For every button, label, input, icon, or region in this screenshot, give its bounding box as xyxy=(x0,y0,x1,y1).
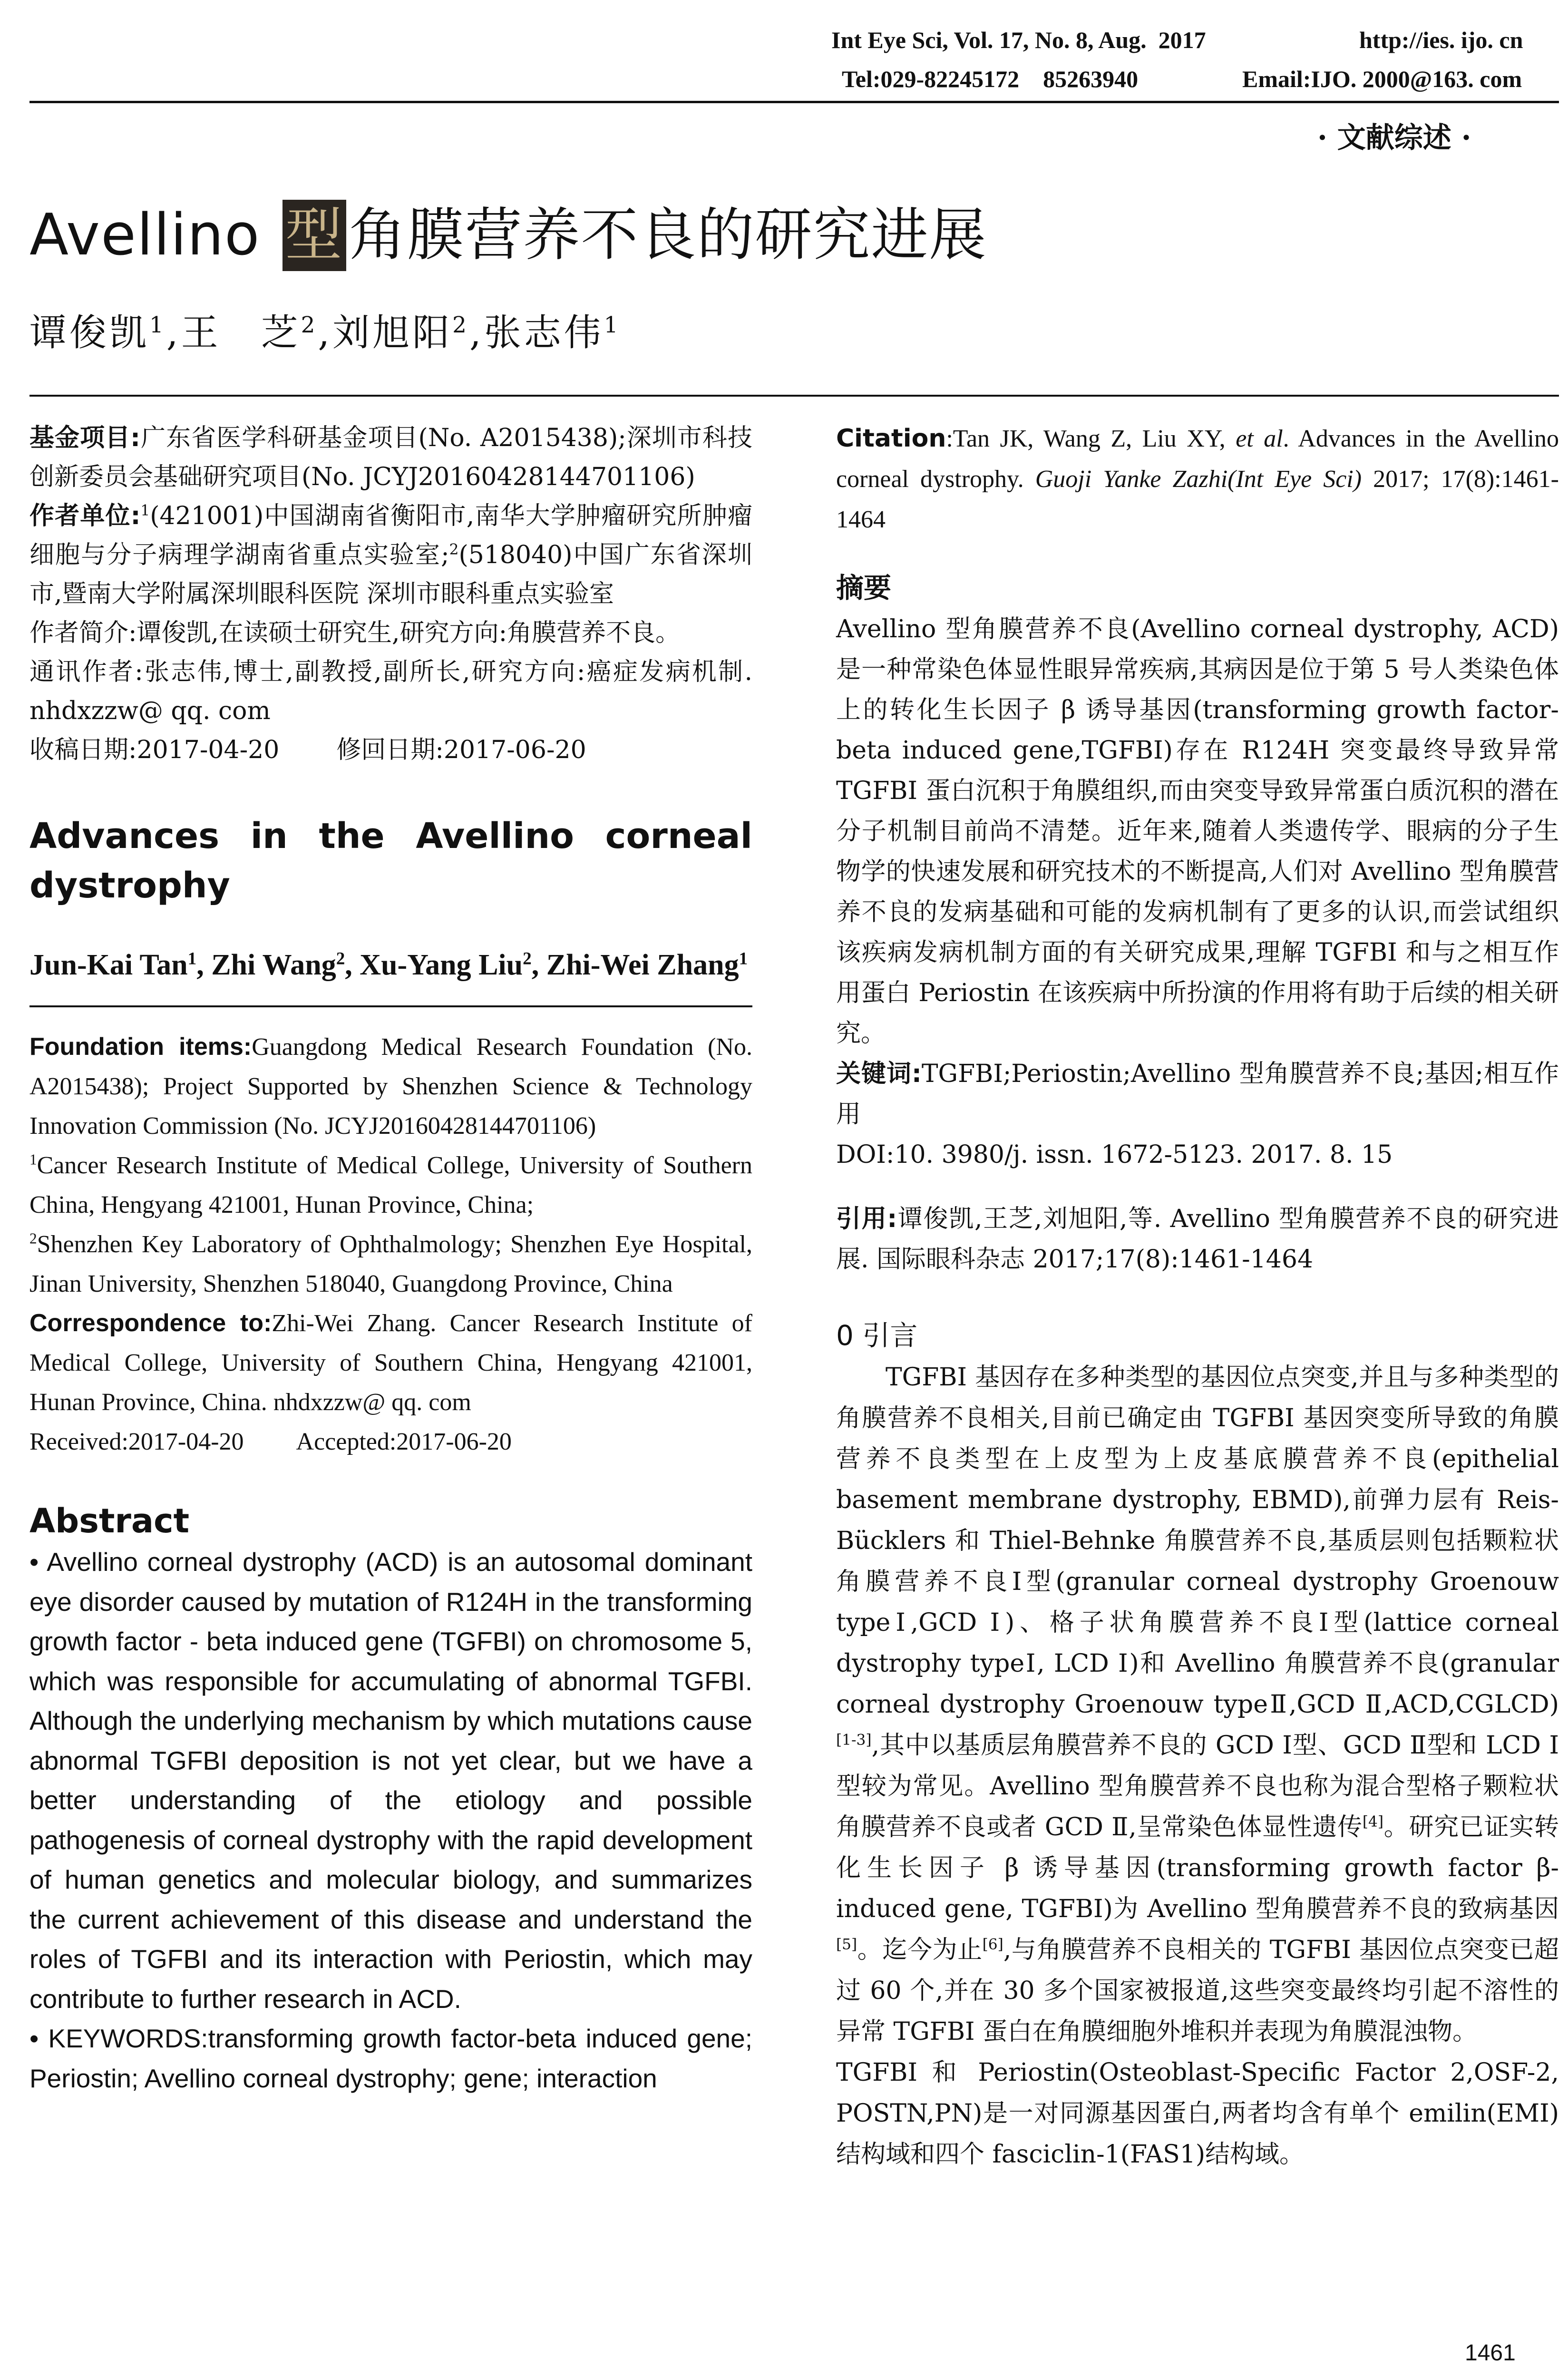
reference-marker: [5] xyxy=(836,1936,857,1953)
unit-info xyxy=(29,497,752,614)
author-sup: 1 xyxy=(187,949,197,969)
author-name: , Xu-Yang Liu xyxy=(345,949,523,981)
aff-text: Shenzhen Key Laboratory of Ophthalmology; Shenzhen Eye Hospital, Jinan University, Shenzhen 518040, Guangdong Province, China xyxy=(29,1231,752,1297)
author-sup: 2 xyxy=(452,312,469,338)
author-name: ,张志伟 xyxy=(469,312,604,354)
author-intro xyxy=(29,614,752,653)
cn-abstract-heading: 摘要 xyxy=(836,572,892,604)
author-name: , Zhi Wang xyxy=(196,949,336,981)
title-rule xyxy=(29,395,1559,397)
unit-text: (421001)中国湖南省衡阳市,南华大学肿瘤研究所肿瘤细胞与分子病理学湖南省重点实验室; xyxy=(29,502,752,569)
cn-citation-label: 引用: xyxy=(836,1205,897,1233)
fund-text: 广东省医学科研基金项目(No. A2015438);深圳市科技创新委员会基础研究项目(No. JCYJ20160428144701106) xyxy=(29,424,753,491)
author-name: ,王 芝 xyxy=(166,312,301,354)
title-prefix: Avellino xyxy=(29,202,280,268)
english-keywords: • KEYWORDS:transforming growth factor-beta induced gene; Periostin; Avellino corneal dystrophy; gene; interaction xyxy=(29,2024,752,2093)
english-metadata xyxy=(29,1027,752,1461)
keywords-label: 关键词: xyxy=(836,1060,922,1088)
affiliation-1 xyxy=(29,1146,752,1225)
reference-marker: [6] xyxy=(982,1936,1003,1953)
intro-body xyxy=(836,1357,1559,2175)
header-rule xyxy=(29,101,1559,103)
cn-citation xyxy=(836,1199,1559,1280)
intro-text: ,与角膜营养不良相关的 TGFBI 基因位点突变已超过 60 个,并在 30 多个国家被报道,这些突变最终均引起不溶性的异常 TGFBI 蛋白在角膜细胞外堆积并表现为角膜混浊物。 xyxy=(836,1936,1559,2046)
journal-tel: Tel:029-82245172 85263940 xyxy=(842,66,1139,92)
affiliation-2 xyxy=(29,1225,752,1304)
unit-sup: 1 xyxy=(140,502,150,519)
author-name: ,刘旭阳 xyxy=(318,312,453,354)
corresponding-author xyxy=(29,653,752,731)
intro-text: 。迄今为止 xyxy=(857,1936,983,1964)
english-authors xyxy=(29,944,752,986)
right-column xyxy=(836,419,1559,2175)
citation-label: Citation xyxy=(836,424,946,453)
page-number: 1461 xyxy=(1465,2340,1516,2366)
received-date: 收稿日期:2017-04-20 xyxy=(29,736,280,764)
cn-metadata xyxy=(29,419,752,770)
author-sup: 1 xyxy=(149,312,166,338)
cn-keywords xyxy=(836,1054,1559,1135)
intro-paragraph xyxy=(836,1357,1559,2052)
fund-info xyxy=(29,419,752,497)
correspondence-text: Zhi-Wei Zhang. Cancer Research Institute of Medical College, University of Southern China, Hengyang 421001, Hunan Province, China. nhdxzzw@ qq. com xyxy=(29,1310,752,1416)
citation-journal: Guoji Yanke Zazhi(Int Eye Sci) xyxy=(1035,466,1362,493)
author-sup: 2 xyxy=(301,312,318,338)
title-rest: 角膜营养不良的研究进展 xyxy=(349,202,987,268)
author-sup: 1 xyxy=(739,949,748,969)
aff-sup: 1 xyxy=(29,1151,37,1168)
journal-email: Email:IJO. 2000@163. com xyxy=(1242,66,1522,92)
journal-website: http://ies. ijo. cn xyxy=(1359,27,1523,53)
aff-text: Cancer Research Institute of Medical College, University of Southern China, Hengyang 421001, Hunan Province, China; xyxy=(29,1152,752,1218)
dates xyxy=(29,731,752,770)
cn-citation-text: 谭俊凯,王芝,刘旭阳,等. Avellino 型角膜营养不良的研究进展. 国际眼科杂志 2017;17(8):1461-1464 xyxy=(836,1205,1559,1274)
journal-volume-line: Int Eye Sci, Vol. 17, No. 8, Aug. 2017 xyxy=(831,27,1206,53)
abstract-text: • Avellino corneal dystrophy (ACD) is an autosomal dominant eye disorder caused by mutation of R124H in the transforming growth factor - beta induced gene (TGFBI) on chromosome 5, which was responsible for accumulating of abnormal TGFBI. Although the underlying mechanism by which mutations cause abnormal TGFBI deposition is not yet clear, but we have a better understanding of the etiology and possible pathogenesis of corneal dystrophy with the rapid development of human genetics and molecular biology, and summarizes the current achievement of this disease and understand the roles of TGFBI and its interaction with Periostin, which may contribute to further research in ACD. xyxy=(29,1547,752,2014)
intro-paragraph: TGFBI 和 Periostin(Osteoblast-Specific Factor 2,OSF-2, POSTN,PN)是一对同源基因蛋白,两者均含有单个 emilin(EMI)结构域和四个 fasciclin-1(FAS1)结构域。 xyxy=(836,2058,1559,2169)
author-name: Jun-Kai Tan xyxy=(29,949,188,981)
intro-text: ,其中以基质层角膜营养不良的 GCD Ⅰ型、GCD Ⅱ型和 LCD Ⅰ型较为常见。Avellino 型角膜营养不良也称为混合型格子颗粒状角膜营养不良或者 GCD Ⅱ,呈常染色体显性遗传 xyxy=(836,1731,1559,1841)
author-name: 谭俊凯 xyxy=(29,312,150,354)
doi: DOI:10. 3980/j. issn. 1672-5123. 2017. 8. 15 xyxy=(836,1140,1393,1169)
citation-etal: et al xyxy=(1236,425,1283,452)
reference-marker: [1-3] xyxy=(836,1731,872,1749)
correspondence-label: Correspondence to: xyxy=(29,1309,272,1337)
cn-abstract-text: Avellino 型角膜营养不良(Avellino corneal dystrophy, ACD)是一种常染色体显性眼异常疾病,其病因是位于第 5 号人类染色体上的转化生长因子 β 诱导基因(transforming growth factor-beta induced gene,TGFBI)存在 R124H 突变最终导致异常 TGFBI 蛋白沉积于角膜组织,而由突变导致异常蛋白质沉积的潜在分子机制目前尚不清楚。近年来,随着人类遗传学、眼病的分子生物学的快速发展和研究技术的不断提高,人们对 Avellino 型角膜营养不良的发病基础和可能的发病机制有了更多的认识,而尝试组织该疾病发病机制方面的有关研究成果,理解 TGFBI 和与之相互作用蛋白 Periostin 在该疾病中所扮演的作用将有助于后续的相关研究。 xyxy=(836,615,1559,1048)
unit-sup: 2 xyxy=(449,541,459,558)
aff-sup: 2 xyxy=(29,1230,37,1247)
unit-label: 作者单位: xyxy=(29,502,141,530)
accepted-date-en: Accepted:2017-06-20 xyxy=(296,1428,512,1455)
received-date-en: Received:2017-04-20 xyxy=(29,1428,244,1455)
revised-date: 修回日期:2017-06-20 xyxy=(336,736,586,764)
intro-text: 。研究已证实转化生长因子 β 诱导基因(transforming growth factor β-induced gene, TGFBI)为 Avellino 型角膜营养不良的致病基因 xyxy=(836,1813,1559,1923)
title-highlight-char: 型 xyxy=(282,200,346,271)
author-sup: 2 xyxy=(336,949,345,969)
author-list-cn xyxy=(29,309,621,357)
abstract-heading: Abstract xyxy=(29,1501,190,1540)
correspondence xyxy=(29,1304,752,1422)
intro-text: 谭俊凯,在读硕士研究生,研究方向:角膜营养不良。 xyxy=(136,619,681,647)
foundation-items xyxy=(29,1027,752,1146)
author-name: , Zhi-Wei Zhang xyxy=(531,949,739,981)
author-sup: 2 xyxy=(523,949,532,969)
author-sup: 1 xyxy=(604,312,621,338)
reference-marker: [4] xyxy=(1362,1813,1384,1831)
article-title xyxy=(29,200,987,271)
citation-text: . Advances in the Avellino corneal dystrophy. xyxy=(836,425,1559,493)
fund-label: 基金项目: xyxy=(29,424,140,452)
citation-text: 2017; 17(8):1461-1464 xyxy=(836,466,1559,533)
english-abstract xyxy=(29,1542,752,2098)
keywords-text: TGFBI;Periostin;Avellino 型角膜营养不良;基因;相互作用 xyxy=(836,1060,1559,1129)
intro-label: 作者简介: xyxy=(29,619,137,647)
intro-heading: 0 引言 xyxy=(836,1319,918,1352)
english-title: Advances in the Avellino corneal dystrophy xyxy=(29,816,752,906)
citation-text: :Tan JK, Wang Z, Liu XY, xyxy=(946,425,1236,452)
intro-text: TGFBI 基因存在多种类型的基因位点突变,并且与多种类型的角膜营养不良相关,目前已确定由 TGFBI 基因突变所导致的角膜营养不良类型在上皮型为上皮基底膜营养不良(epithelial basement membrane dystrophy, EBMD),前弹力层有 Reis-Bücklers 和 Thiel-Behnke 角膜营养不良,基质层则包括颗粒状角膜营养不良Ⅰ型(granular corneal dystrophy Groenouw typeⅠ,GCD Ⅰ)、格子状角膜营养不良Ⅰ型(lattice corneal dystrophy typeⅠ, LCD Ⅰ)和 Avellino 角膜营养不良(granular corneal dystrophy Groenouw typeⅡ,GCD Ⅱ,ACD,CGLCD) xyxy=(836,1363,1559,1719)
foundation-label: Foundation items: xyxy=(29,1033,252,1061)
unit-text: (518040)中国广东省深圳市,暨南大学附属深圳眼科医院 深圳市眼科重点实验室 xyxy=(29,541,752,608)
english-dates xyxy=(29,1422,752,1461)
corr-label: 通讯作者: xyxy=(29,658,143,686)
corr-text: 张志伟,博士,副教授,副所长,研究方向:癌症发病机制. nhdxzzw@ qq. com xyxy=(29,658,752,725)
citation-en xyxy=(836,419,1559,540)
foundation-text: Guangdong Medical Research Foundation (No. A2015438); Project Supported by Shenzhen Science & Technology Innovation Commission (No. JCYJ20160428144701106) xyxy=(29,1033,752,1140)
left-column xyxy=(29,419,752,2098)
section-label: · 文献综述 · xyxy=(1317,121,1471,155)
